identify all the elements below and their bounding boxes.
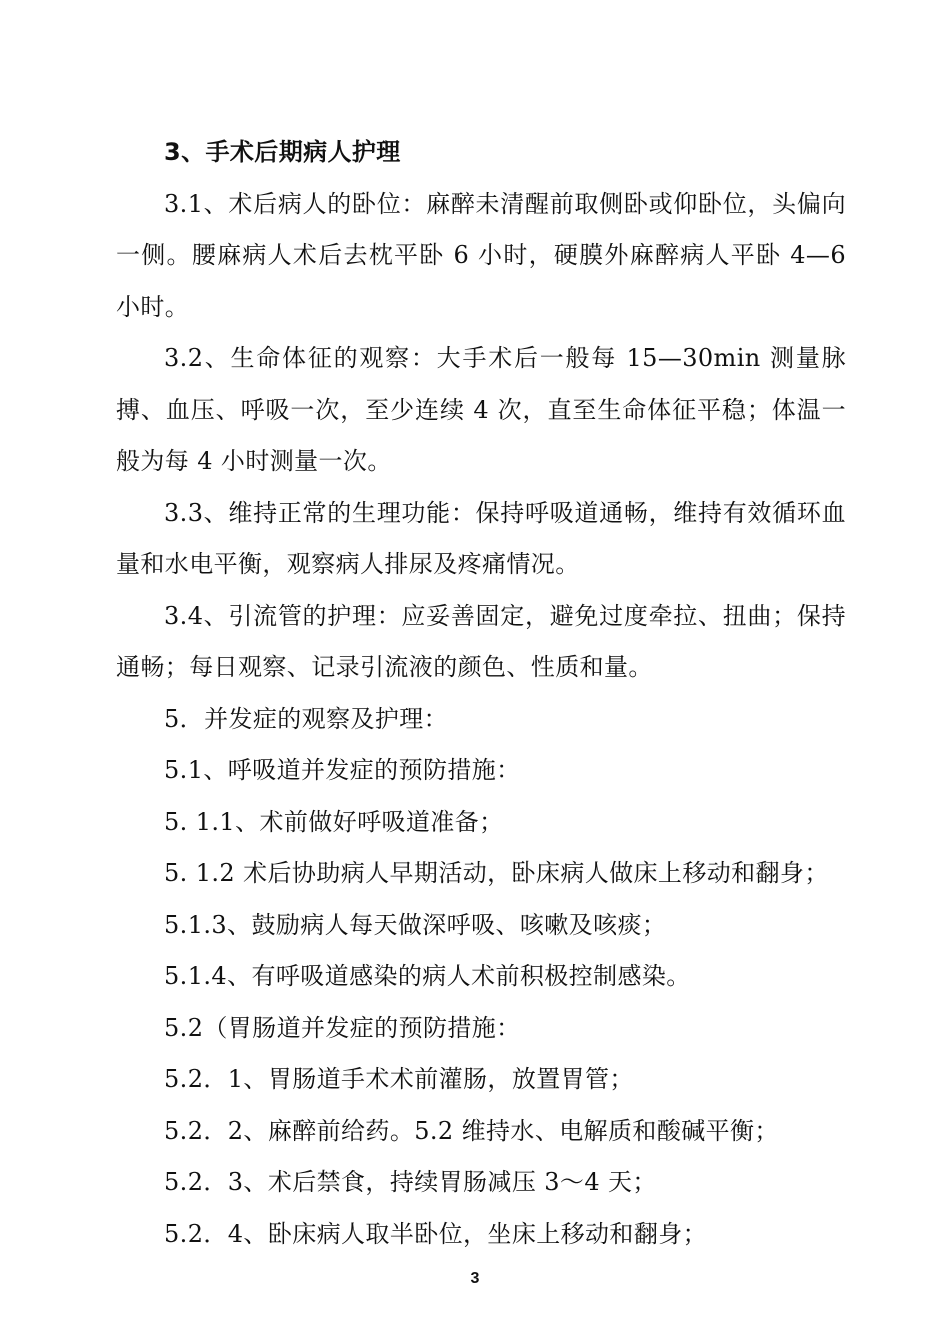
paragraph-3-4: 3.4、引流管的护理：应妥善固定，避免过度牵拉、扭曲；保持通畅；每日观察、记录引流液的颜色、性质和量。 [116, 601, 846, 681]
paragraph-3-3: 3.3、维持正常的生理功能：保持呼吸道通畅，维持有效循环血量和水电平衡，观察病人排尿及疼痛情况。 [116, 498, 846, 578]
subheading-respiratory: 5.1、呼吸道并发症的预防措施： [164, 756, 521, 784]
list-item: 5. 1.2 术后协助病人早期活动，卧床病人做床上移动和翻身； [164, 859, 829, 887]
list-item: 5.2．4、卧床病人取半卧位，坐床上移动和翻身； [164, 1219, 708, 1248]
list-item: 5.2．3、术后禁食，持续胃肠减压 3～4 天； [164, 1168, 657, 1196]
section-heading: 3、手术后期病人护理 [164, 138, 401, 166]
subheading-gastrointestinal: 5.2（胃肠道并发症的预防措施： [164, 1013, 521, 1042]
list-item: 5.1.4、有呼吸道感染的病人术前积极控制感染。 [164, 962, 691, 990]
subheading-complications: 5．并发症的观察及护理： [164, 704, 449, 733]
page-number: 3 [470, 1270, 480, 1287]
paragraph-3-1: 3.1、术后病人的卧位：麻醉未清醒前取侧卧或仰卧位，头偏向一侧。腰麻病人术后去枕平卧 6 小时，硬膜外麻醉病人平卧 4—6 小时。 [116, 189, 846, 321]
paragraph-3-2: 3.2、生命体征的观察：大手术后一般每 15—30min 测量脉搏、血压、呼吸一次，至少连续 4 次，直至生命体征平稳；体温一般为每 4 小时测量一次。 [116, 344, 846, 475]
list-item: 5.1.3、鼓励病人每天做深呼吸、咳嗽及咳痰； [164, 910, 667, 939]
list-item: 5.2．2、麻醉前给药。5.2 维持水、电解质和酸碱平衡； [164, 1116, 779, 1145]
document-body [116, 127, 846, 1260]
list-item: 5. 1.1、术前做好呼吸道准备； [164, 807, 504, 836]
list-item: 5.2．1、胃肠道手术术前灌肠，放置胃管； [164, 1065, 634, 1093]
